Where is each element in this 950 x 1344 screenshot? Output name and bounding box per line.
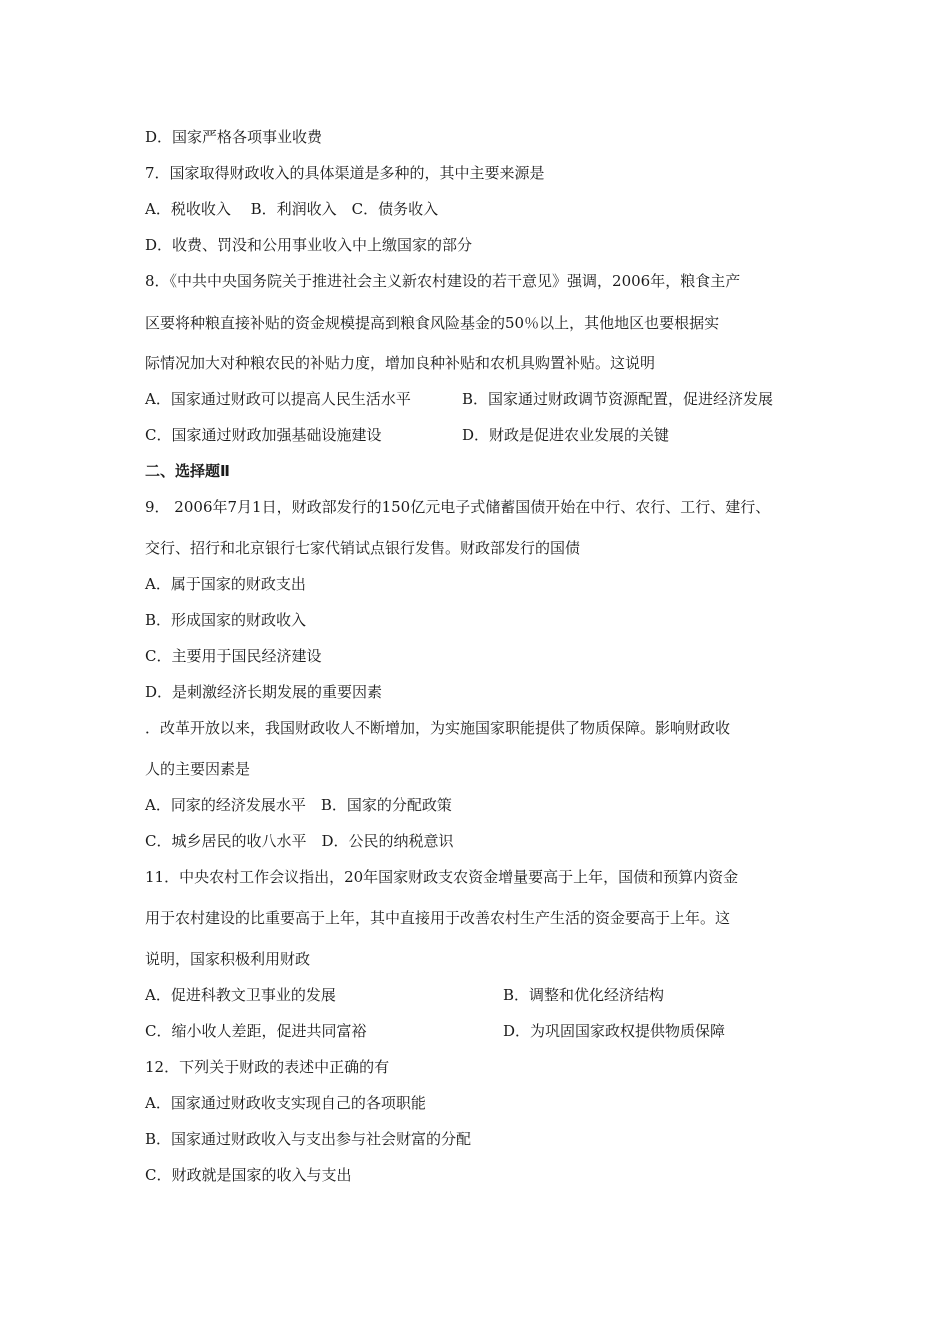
section-heading: 二、选择题Ⅱ xyxy=(145,462,230,480)
q11-stem-line-3: 说明，国家积极利用财政 xyxy=(145,950,311,968)
q9-stem-line-1: 9． 2006年7月1日，财政部发行的150亿元电子式储蓄国债开始在中行、农行、工行、建行、 xyxy=(145,498,771,516)
q12-option-a: A．国家通过财政收支实现自己的各项职能 xyxy=(145,1094,426,1112)
q11-option-a: A．促进科教文卫事业的发展 xyxy=(145,986,336,1004)
q11-stem-line-1: 11．中央农村工作会议指出，20年国家财政支农资金增量要高于上年，国债和预算内资金 xyxy=(145,868,739,886)
q10-stem-line-1: ．改革开放以来，我国财政收人不断增加，为实施国家职能提供了物质保障。影响财政收 xyxy=(145,719,731,737)
q7-stem: 7．国家取得财政收入的具体渠道是多种的，其中主要来源是 xyxy=(145,164,545,182)
q7-options-abc: A．税收收入 B．利润收入 C．债务收入 xyxy=(145,200,439,218)
q10-options-ab: A．同家的经济发展水平 B．国家的分配政策 xyxy=(145,796,452,814)
q8-option-b: B．国家通过财政调节资源配置，促进经济发展 xyxy=(462,390,774,408)
q8-option-c: C．国家通过财政加强基础设施建设 xyxy=(145,426,382,444)
q12-stem: 12．下列关于财政的表述中正确的有 xyxy=(145,1058,390,1076)
q8-stem-line-1: 8．《中共中央国务院关于推进社会主义新农村建设的若干意见》强调，2006年，粮食主产 xyxy=(145,272,741,290)
q10-stem-line-2: 人的主要因素是 xyxy=(145,760,251,778)
q8-stem-line-3: 际情况加大对种粮农民的补贴力度，增加良种补贴和农机具购置补贴。这说明 xyxy=(145,354,656,372)
q8-option-a: A．国家通过财政可以提高人民生活水平 xyxy=(145,390,411,408)
q7-option-d: D．收费、罚没和公用事业收入中上缴国家的部分 xyxy=(145,236,473,254)
q12-option-b: B．国家通过财政收入与支出参与社会财富的分配 xyxy=(145,1130,472,1148)
q9-option-c: C．主要用于国民经济建设 xyxy=(145,647,322,665)
q11-option-d: D．为巩固国家政权提供物质保障 xyxy=(503,1022,726,1040)
q8-stem-line-2: 区要将种粮直接补贴的资金规模提高到粮食风险基金的50％以上，其他地区也要根据实 xyxy=(145,314,720,332)
q11-option-c: C．缩小收人差距，促进共同富裕 xyxy=(145,1022,367,1040)
q9-stem-line-2: 交行、招行和北京银行七家代销试点银行发售。财政部发行的国债 xyxy=(145,539,581,557)
q10-options-cd: C．城乡居民的收八水平 D．公民的纳税意识 xyxy=(145,832,454,850)
q9-option-a: A．属于国家的财政支出 xyxy=(145,575,306,593)
q9-option-d: D．是刺激经济长期发展的重要因素 xyxy=(145,683,383,701)
q8-option-d: D．财政是促进农业发展的关键 xyxy=(462,426,670,444)
q12-option-c: C．财政就是国家的收入与支出 xyxy=(145,1166,352,1184)
q11-stem-line-2: 用于农村建设的比重要高于上年，其中直接用于改善农村生产生活的资金要高于上年。这 xyxy=(145,909,731,927)
q9-option-b: B．形成国家的财政收入 xyxy=(145,611,307,629)
q6-option-d: D．国家严格各项事业收费 xyxy=(145,128,323,146)
q11-option-b: B．调整和优化经济结构 xyxy=(503,986,665,1004)
